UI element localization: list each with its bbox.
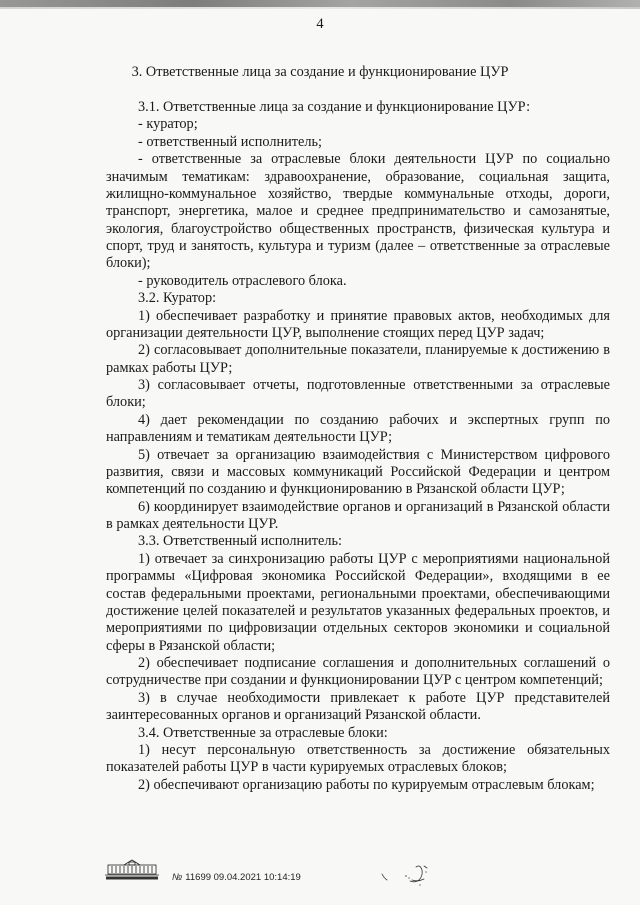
subsection-heading: 3.3. Ответственный исполнитель: — [138, 533, 343, 550]
registration-number-datetime: 11699 09.04.2021 10:14:19 — [185, 872, 301, 883]
scan-edge-shadow — [0, 7, 640, 9]
list-item: 6) координирует взаимодействие органов и организаций в Рязанской области в рамках деятельности ЦУР. — [106, 498, 610, 532]
section-title: 3. Ответственные лица за создание и функционирование ЦУР — [131, 64, 509, 80]
list-item: 5) отвечает за организацию взаимодействия с Министерством цифрового развития, связи и массовых коммуникаций Российской Федерации и центром компетенций по созданию и функционированию в Рязанской области ЦУР; — [106, 446, 610, 498]
list-item: 2) обеспечивают организацию работы по курируемым отраслевым блокам; — [138, 776, 595, 793]
list-item: 1) отвечает за синхронизацию работы ЦУР с мероприятиями национальной программы «Цифровая экономика Российской Федерации», входящими в ее состав федеральными проектами, региональными проектами, обеспечивающими достижение целей показателей и результатов указанных федеральных проектов, и мероприятиями по цифровизации отдельных секторов экономики и социальной сферы в Рязанской области; — [106, 550, 610, 654]
document-body — [106, 99, 610, 794]
building-logo-icon — [102, 858, 162, 880]
list-item: 2) согласовывает дополнительные показатели, планируемые к достижению в рамках работы ЦУР; — [106, 342, 610, 376]
subsection-heading: 3.2. Куратор: — [138, 290, 217, 307]
document-registration-stamp — [172, 872, 301, 883]
paragraph: 3.1. Ответственные лица за создание и функционирование ЦУР: — [138, 99, 531, 115]
list-item: 1) несут персональную ответственность за достижение обязательных показателей работы ЦУР в части курируемых отраслевых блоков; — [106, 741, 610, 776]
number-sign: № — [172, 872, 183, 883]
list-item: 3) согласовывает отчеты, подготовленные ответственными за отраслевые блоки; — [106, 377, 610, 411]
list-item: - куратор; — [138, 116, 198, 133]
list-item: 1) обеспечивает разработку и принятие правовых актов, необходимых для организации деятельности ЦУР, выполнение стоящих перед ЦУР задач; — [106, 307, 610, 341]
signature-mark — [376, 858, 446, 890]
list-item: 3) в случае необходимости привлекает к работе ЦУР представителей заинтересованных органов и организаций Рязанской области. — [106, 689, 610, 724]
list-item: 2) обеспечивает подписание соглашения и дополнительных соглашений о сотрудничестве при создании и функционировании ЦУР с центром компетенций; — [106, 655, 610, 689]
list-item: - ответственный исполнитель; — [138, 133, 322, 150]
list-item: 4) дает рекомендации по созданию рабочих и экспертных групп по направлениям и тематикам деятельности ЦУР; — [106, 411, 610, 446]
list-item: - руководитель отраслевого блока. — [138, 272, 347, 289]
list-item: - ответственные за отраслевые блоки деятельности ЦУР по социально значимым тематикам: здравоохранение, образование, социальная защита, жилищно-коммунальное хозяйство, твердые коммунальные отходы, дороги, транспорт, энергетика, малое и среднее предпринимательство и самозанятые, экология, благоустройство общественных пространств, физическая культура и спорт, труд и занятость, культура и туризм (далее – ответственные за отраслевые блоки); — [106, 151, 610, 272]
scan-edge-top — [0, 0, 640, 7]
page-number: 4 — [316, 16, 324, 32]
subsection-heading: 3.4. Ответственные за отраслевые блоки: — [138, 724, 388, 741]
